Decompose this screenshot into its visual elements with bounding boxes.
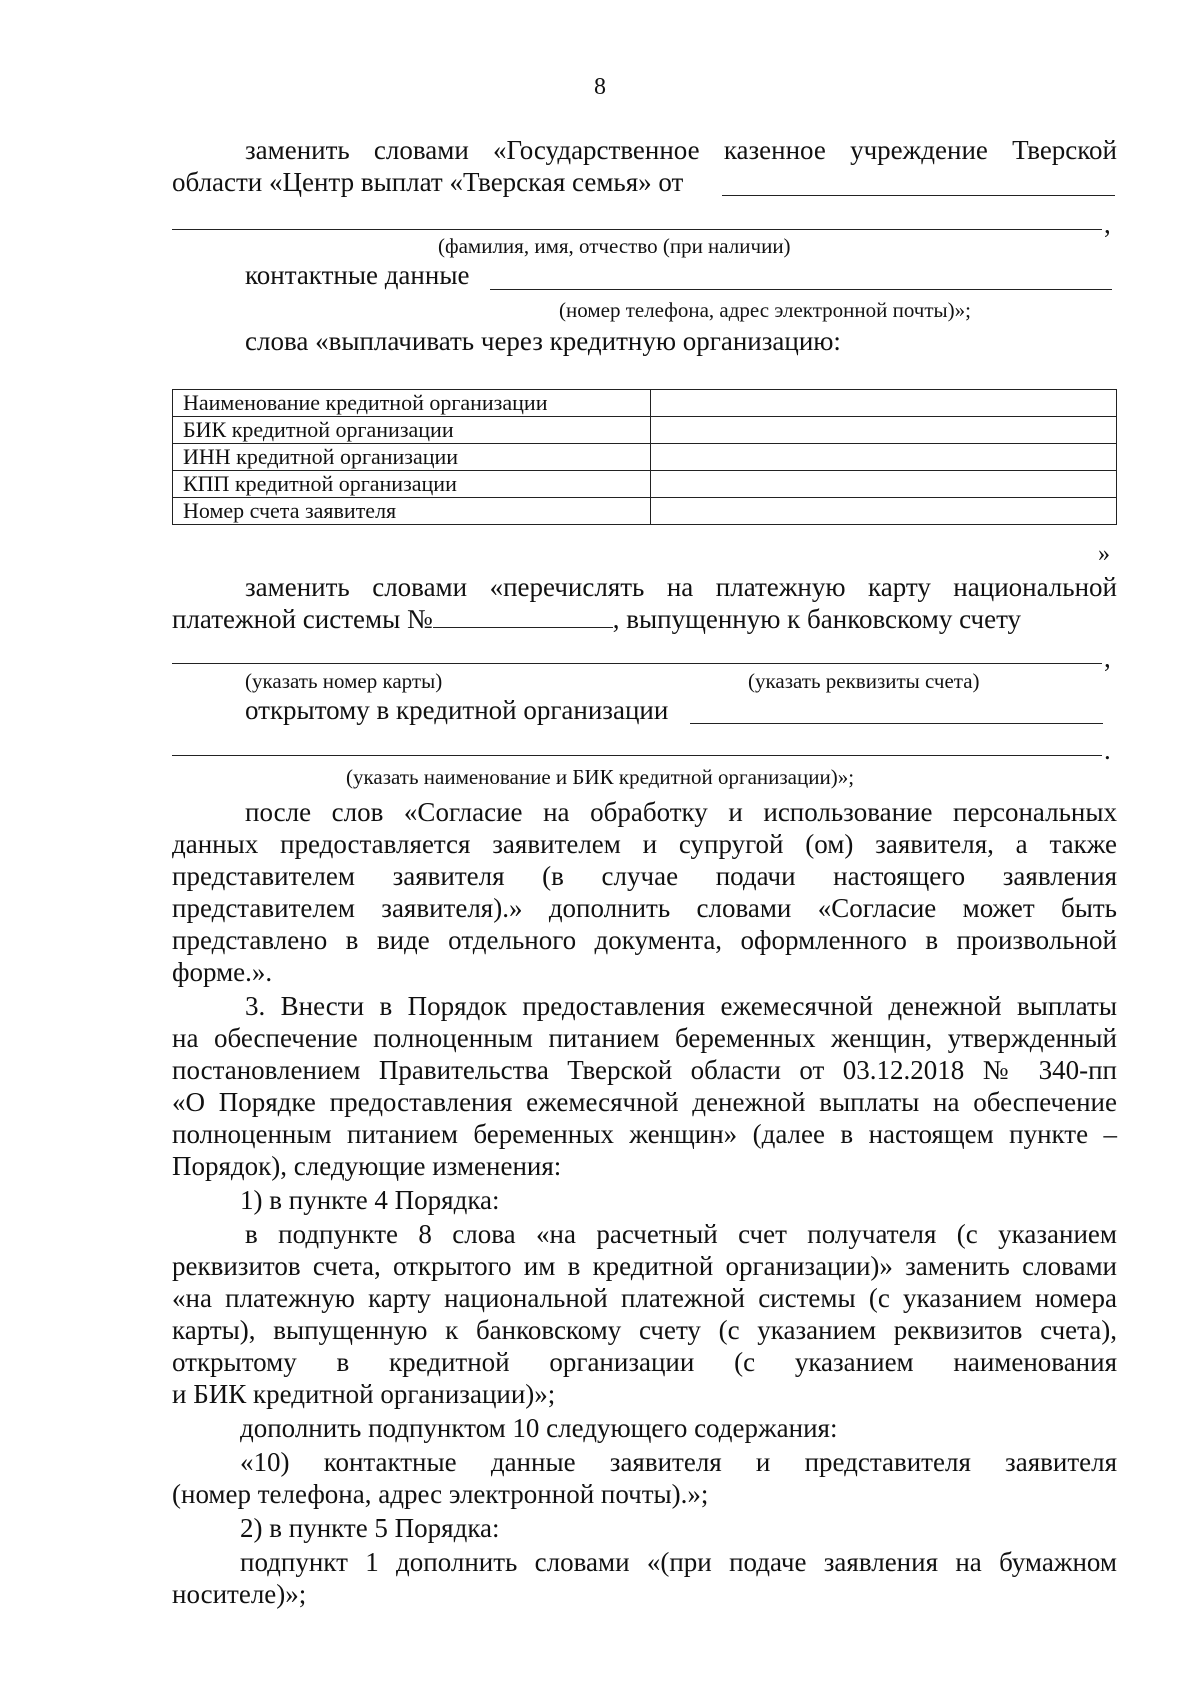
table-cell-label: Номер счета заявителя <box>173 498 651 525</box>
blank-line <box>722 195 1115 196</box>
table-cell-value <box>651 471 1117 498</box>
text-line: и БИК кредитной организации)»; <box>172 1379 556 1409</box>
text-line: заменить словами «Государственное казенное учреждение Тверской <box>245 135 1117 165</box>
text-line: представлено в виде отдельного документа, оформленного в произвольной <box>172 925 1117 955</box>
table-cell-label: КПП кредитной организации <box>173 471 651 498</box>
text-line <box>172 166 1117 198</box>
text-line: слова «выплачивать через кредитную организацию: <box>245 326 841 356</box>
text-fragment: области «Центр выплат «Тверская семья» от <box>172 167 684 197</box>
text-line: 3. Внести в Порядок предоставления ежемесячной денежной выплаты <box>245 991 1117 1021</box>
text-line: после слов «Согласие на обработку и использование персональных <box>245 797 1117 827</box>
text-line: «10) контактные данные заявителя и представителя заявителя <box>240 1447 1117 1477</box>
table-cell-value <box>651 444 1117 471</box>
table-row <box>173 498 1117 525</box>
text-line: 1) в пункте 4 Порядка: <box>240 1185 500 1215</box>
text-line <box>172 603 1117 635</box>
blank-line <box>172 663 1102 664</box>
caption-contacts: (номер телефона, адрес электронной почты)»; <box>559 298 971 322</box>
blank-line <box>172 229 1102 230</box>
text-line: заменить словами «перечислять на платежную карту национальной <box>245 572 1117 602</box>
comma: , <box>1104 643 1111 673</box>
text-fragment: платежной системы № <box>172 604 433 634</box>
caption-card: (указать номер карты) <box>245 669 443 693</box>
bank-details-table <box>172 389 1117 525</box>
text-fragment: , выпущенную к банковскому счету <box>612 604 1022 634</box>
text-line: карты), выпущенную к банковскому счету (с указанием реквизитов счета), <box>172 1315 1117 1345</box>
text-line: открытому в кредитной организации <box>245 695 669 725</box>
text-line: постановлением Правительства Тверской области от 03.12.2018 № 340-пп <box>172 1055 1117 1085</box>
text-line: в подпункте 8 слова «на расчетный счет получателя (с указанием <box>245 1219 1117 1249</box>
text-line: реквизитов счета, открытого им в кредитной организации)» заменить словами <box>172 1251 1117 1281</box>
text-line: подпункт 1 дополнить словами «(при подаче заявления на бумажном <box>240 1547 1117 1577</box>
text-line: «О Порядке предоставления ежемесячной денежной выплаты на обеспечение <box>172 1087 1117 1117</box>
text-line: форме.». <box>172 957 273 987</box>
table-row <box>173 471 1117 498</box>
table-row <box>173 390 1117 417</box>
text-line: представителем заявителя (в случае подачи настоящего заявления <box>172 861 1117 891</box>
text-line: 2) в пункте 5 Порядка: <box>240 1513 500 1543</box>
page-number: 8 <box>594 74 606 100</box>
table-cell-value <box>651 390 1117 417</box>
text-line: полноценным питанием беременных женщин» (далее в настоящем пункте – <box>172 1119 1117 1149</box>
table-row <box>173 444 1117 471</box>
text-line: контактные данные <box>245 260 470 290</box>
caption-account: (указать реквизиты счета) <box>748 669 980 693</box>
caption-bank: (указать наименование и БИК кредитной организации)»; <box>346 765 855 789</box>
closing-quote: » <box>1098 541 1110 567</box>
table-row <box>173 417 1117 444</box>
caption-fio: (фамилия, имя, отчество (при наличии) <box>438 234 791 258</box>
table-cell-label: ИНН кредитной организации <box>173 444 651 471</box>
card-number-blank <box>433 603 613 628</box>
blank-line <box>172 755 1102 756</box>
comma: , <box>1104 209 1111 239</box>
text-line: Порядок), следующие изменения: <box>172 1151 562 1181</box>
text-line: на обеспечение полноценным питанием беременных женщин, утвержденный <box>172 1023 1117 1053</box>
text-line: (номер телефона, адрес электронной почты).»; <box>172 1479 709 1509</box>
table-cell-label: БИК кредитной организации <box>173 417 651 444</box>
text-line: данных предоставляется заявителем и супругой (ом) заявителя, а также <box>172 829 1117 859</box>
text-line: дополнить подпунктом 10 следующего содержания: <box>240 1413 838 1443</box>
text-line: представителем заявителя).» дополнить словами «Согласие может быть <box>172 893 1117 923</box>
blank-line <box>690 723 1103 724</box>
table-cell-value <box>651 417 1117 444</box>
table-cell-value <box>651 498 1117 525</box>
table-cell-label: Наименование кредитной организации <box>173 390 651 417</box>
period: . <box>1104 735 1111 765</box>
text-line: открытому в кредитной организации (с указанием наименования <box>172 1347 1117 1377</box>
blank-line <box>490 289 1112 290</box>
text-line: «на платежную карту национальной платежной системы (с указанием номера <box>172 1283 1117 1313</box>
text-line: носителе)»; <box>172 1579 307 1609</box>
